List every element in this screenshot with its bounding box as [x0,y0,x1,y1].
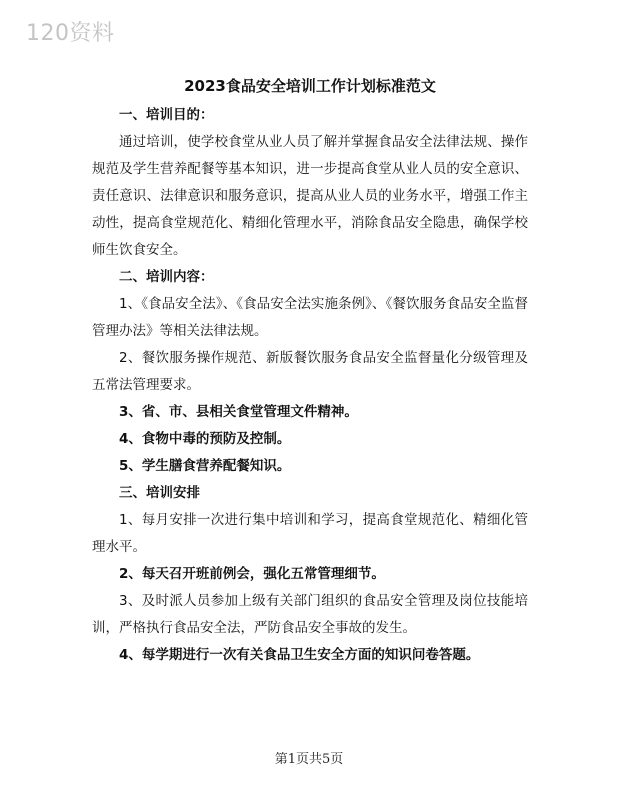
section-heading-content: 二、培训内容： [119,269,214,285]
watermark-logo: 120资料 [26,21,115,46]
paragraph-purpose: 通过培训，使学校食堂从业人员了解并掌握食品安全法律法规、操作规范及学生营养配餐等基本知识，进一步提高食堂从业人员的安全意识、责任意识、法律意识和服务意识，提高从业人员的业务水平，增强工作主动性，提高食堂规范化、精细化管理水平，消除食品安全隐患，确保学校师生饮食安全。 [92,134,528,258]
document-title: 2023食品安全培训工作计划标准范文 [184,77,436,95]
content-item-5: 5、学生膳食营养配餐知识。 [119,458,291,474]
content-item-4: 4、食物中毒的预防及控制。 [119,431,291,447]
schedule-item-2: 2、每天召开班前例会，强化五常管理细节。 [119,566,385,582]
page-number-footer: 第1页共5页 [274,752,344,767]
schedule-item-3: 3、及时派人员参加上级有关部门组织的食品安全管理及岗位技能培训，严格执行食品安全法，严防食品安全事故的发生。 [92,593,528,636]
schedule-item-1: 1、每月安排一次进行集中培训和学习，提高食堂规范化、精细化管理水平。 [92,512,528,555]
content-item-3: 3、省、市、县相关食堂管理文件精神。 [119,404,358,420]
schedule-item-4: 4、每学期进行一次有关食品卫生安全方面的知识问卷答题。 [119,647,480,663]
document-page [92,72,528,669]
section-heading-purpose: 一、培训目的： [119,107,214,123]
content-item-2: 2、餐饮服务操作规范、新版餐饮服务食品安全监督量化分级管理及五常法管理要求。 [92,350,528,393]
section-heading-schedule: 三、培训安排 [119,485,200,501]
content-item-1: 1、《食品安全法》、《食品安全法实施条例》、《餐饮服务食品安全监督管理办法》等相关法律法规。 [92,296,528,339]
